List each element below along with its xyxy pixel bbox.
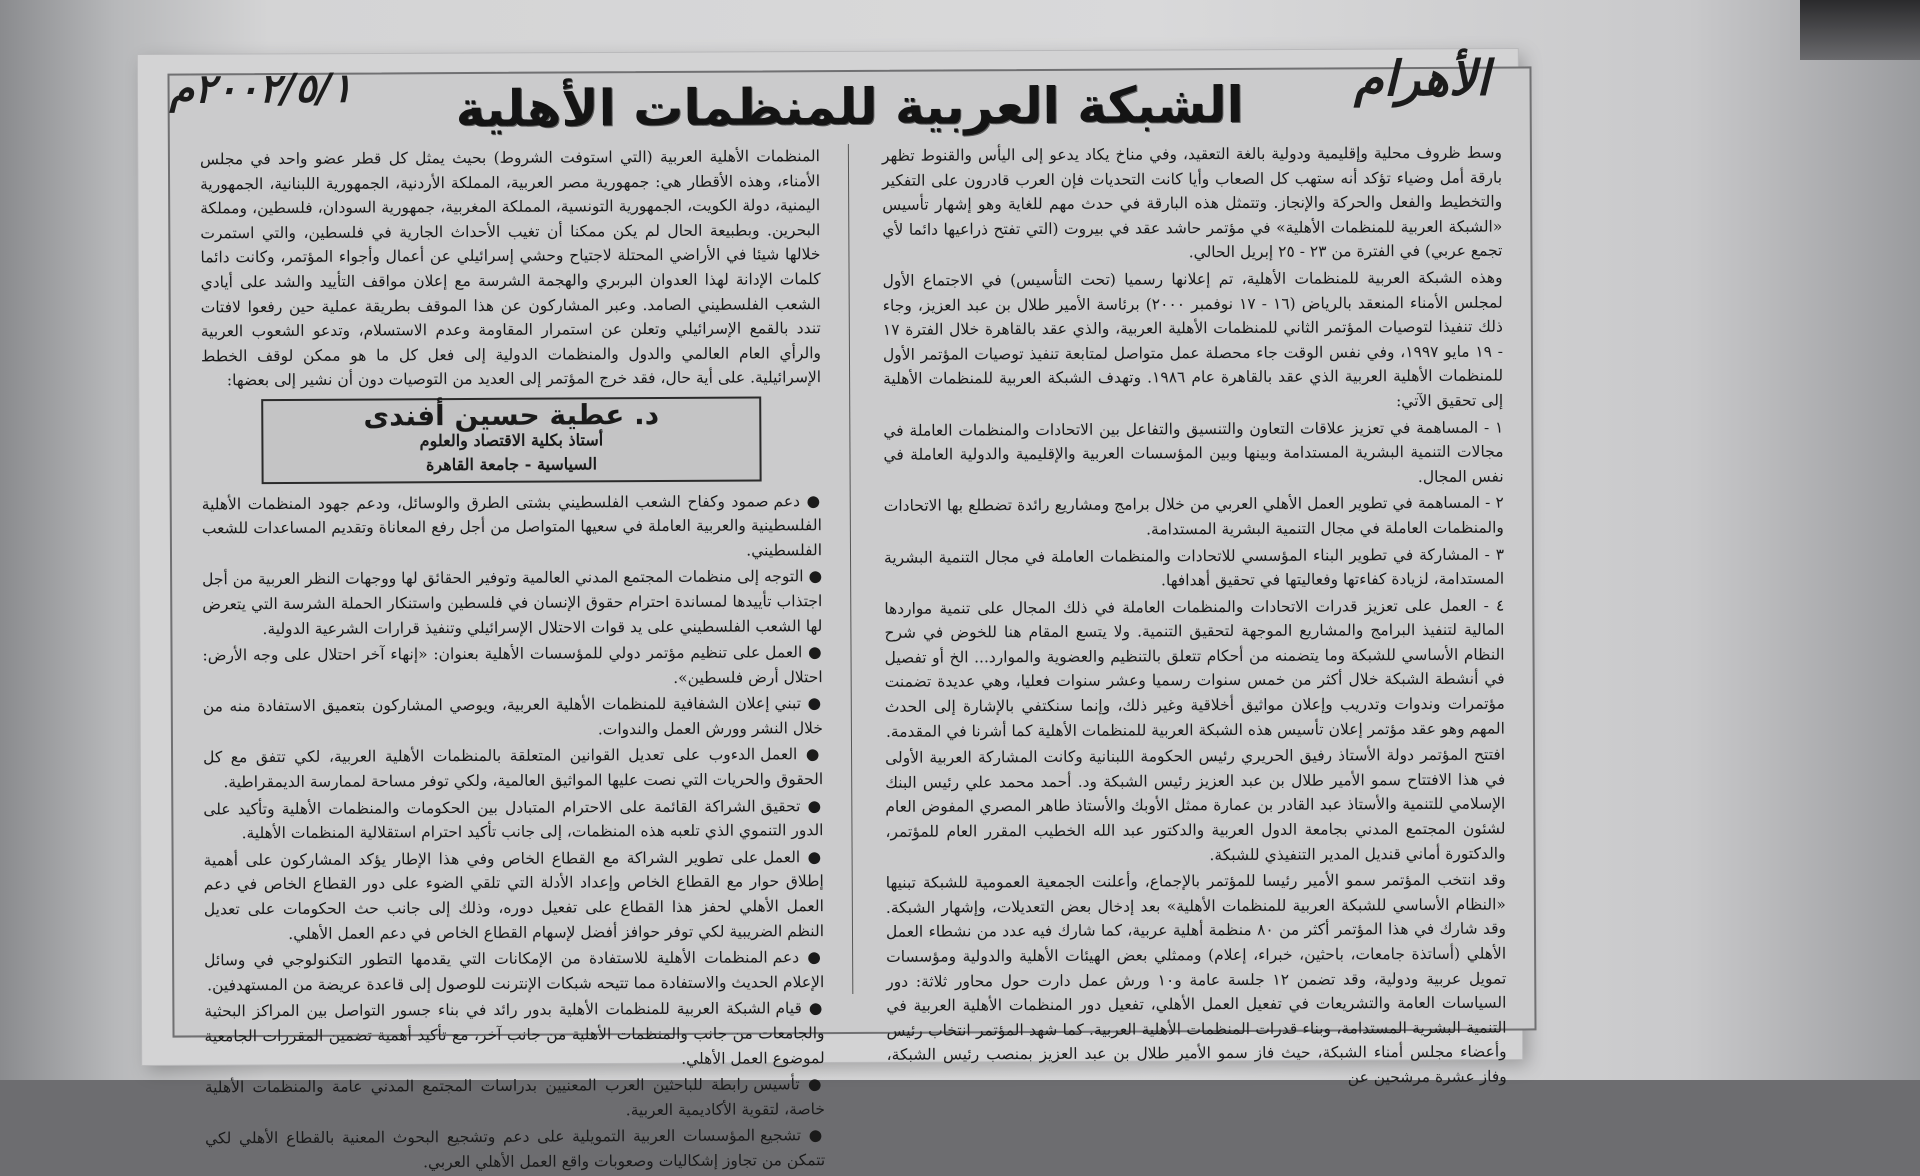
article-paragraph: افتتح المؤتمر دولة الأستاذ رفيق الحريري رئيس الحكومة اللبنانية وكانت المشاركة العربية الأولى في هذا الافتتاح سمو الأمير طلال بن عبد العزيز رئيس الشبكة ود. أحمد محمد علي رئيس البنك الإسلامي للتنمية والأستاذ عبد القادر بن عمارة ممثل الأوبك والأستاذ طاهر المصري المفوض العام لشئون المجتمع المدني بجامعة الدول العربية والدكتور عبد الله الخطيب المقرر العام للمؤتمر، والدكتورة أماني قنديل المدير التنفيذي للشبكة. [885,745,1506,864]
article-paragraph: المنظمات الأهلية العربية (التي استوفت الشروط) بحيث يمثل كل قطر عضو واحد في مجلس الأمناء، وهذه الأقطار هي: جمهورية مصر العربية، المملكة الأردنية، الجمهورية اللبنانية، الجمهورية اليمنية، دولة الكويت، الجمهورية التونسية، المملكة المغربية، جمهورية السودان، فلسطين، ومملكة البحرين. وبطبيعة الحال لم يكن ممكنا أن تغيب الأحداث الجارية في فلسطين، والتي استمرت خلالها شيئا في الأراضي المحتلة لاجتياح وحشي إسرائيلي عن أعمال وأجواء المؤتمر، وكانت دائما كلمات الإدانة لهذا العدوان البربري والهجمة الشرسة مع إعلان مواقف التأييد والشد على أيادي الشعب الفلسطيني الصامد. وعبر المشاركون عن هذا الموقف بطريقة عملية حين رفعوا لافتات تندد بالقمع الإسرائيلي وتعلن عن استمرار المقاومة وعدم الاستسلام، وتدعو الشعوب العربية والرأي العام العالمي والدول والمنظمات الدولية إلى فعل كل ما هو ممكن لوقف الخطط الإسرائيلية. على أية حال، فقد خرج المؤتمر إلى العديد من التوصيات دون أن نشير إلى بعضها: [199,147,822,390]
recommendation-item: ● التوجه إلى منظمات المجتمع المدني العالمية وتوفير الحقائق لها ووجهات النظر العربية من أجل اجتذاب تأييدها لمساندة احترام حقوق الإنسان في فلسطين واستنكار الحملة الشرسة التي يتعرض لها الشعب الفلسطيني على يد قوات الاحتلال الإسرائيلي وتنفيذ قرارات الشرعية الدولية. [202,564,822,641]
recommendation-item: ● العمل على تطوير الشراكة مع القطاع الخاص وفي هذا الإطار يؤكد المشاركون على أهمية إطلاق حوار مع القطاع الخاص وإعداد الأدلة التي تلقي الضوء على دور القطاع الخاص في دعم العمل الأهلي لحفز هذا القطاع على تفعيل دوره، وذلك إلى جانب حث الحكومات على تعديل النظم الضريبية لكي توفر حوافز أفضل لإسهام القطاع الخاص في دعم العمل الأهلي. [204,845,825,947]
article-column-left [199,144,826,1172]
article-paragraph: ٣ - المشاركة في تطوير البناء المؤسسي للاتحادات والمنظمات العاملة في مجال التنمية البشرية المستدامة، لزيادة كفاءتها وفعاليتها في تحقيق أهدافها. [883,545,1505,590]
article-paragraph: وهذه الشبكة العربية للمنظمات الأهلية، تم إعلانها رسميا (تحت التأسيس) في الاجتماع الأول لمجلس الأمناء المنعقد بالرياض (١٦ - ١٧ نوفمبر ٢٠٠٠) برئاسة الأمير طلال بن عبد العزيز، وجاء ذلك تنفيذا لتوصيات المؤتمر الثاني للمنظمات الأهلية العربية، والذي عقد بالقاهرة خلال الفترة ١٧ - ١٩ مايو ١٩٩٧، وفي نفس الوقت جاء محصلة عمل متواصل لمتابعة تنفيذ توصيات المؤتمر الأول للمنظمات الأهلية العربية الذي عقد بالقاهرة عام ١٩٨٦. وتهدف الشبكة العربية للمنظمات الأهلية إلى تحقيق الآتي: [882,268,1504,411]
recommendation-item: ● تأسيس رابطة للباحثين العرب المعنيين بدراسات المجتمع المدني عامة والمنظمات الأهلية خاصة، لتقوية الأكاديمية العربية. [205,1072,825,1124]
recommendation-item: ● العمل على تنظيم مؤتمر دولي للمؤسسات الأهلية بعنوان: «إنهاء آخر احتلال على وجه الأرض: احتلال أرض فلسطين». [202,640,822,692]
newspaper-clipping [167,50,1536,1172]
author-title-line1: أستاذ بكلية الاقتصاد والعلوم [419,429,604,450]
left-column-intro [200,144,821,393]
article-paragraph: ٢ - المساهمة في تطوير العمل الأهلي العربي من خلال برامج ومشاريع رائدة تضطلع بها الاتحادات والمنظمات العاملة في مجال التنمية البشرية المستدامة. [883,493,1504,539]
author-name: د. عطية حسين أفندى [363,397,660,433]
recommendation-item: ● تشجيع المؤسسات العربية التمويلية على دعم وتشجيع البحوث المعنية بالقطاع الأهلي لكي تتمكن من تجاوز إشكاليات وصعوبات واقع العمل الأهلي العربي. [205,1124,825,1176]
recommendation-item: ● دعم المنظمات الأهلية للاستفادة من الإمكانات التي يقدمها التطور التكنولوجي في وسائل الإعلام الحديث والاستفادة مما تتيحه شبكات الإنترنت للوصول إلى قاعدة عريضة من المستهدفين. [204,945,824,997]
article-paragraph: ٤ - العمل على تعزيز قدرات الاتحادات والمنظمات العاملة في ذلك المجال على تنمية مواردها المالية لتنفيذ البرامج والمشاريع الموجهة لتحقيق التنمية. ولا يتسع المقام هنا للخوض في شرح النظام الأساسي للشبكة وما يتضمنه من أحكام تتعلق بالتنظيم والعضوية والموارد... الخ أو تفصيل في أنشطة الشبكة خلال أكثر من خمس سنوات رسميا وعشر سنوات فعليا، وهي عديدة تضمنت مؤتمرات وندوات وتدريب وإعلان مواثيق أخلاقية وغير ذلك، وإنما سنكتفي بالإشارة إلى الحدث المهم وهو عقد مؤتمر إعلان تأسيس هذه الشبكة العربية للمنظمات الأهلية كما أشرنا في المقدمة. [884,596,1505,741]
article-headline: الشبكة العربية للمنظمات الأهلية [455,75,1244,139]
article-paragraph: وقد انتخب المؤتمر سمو الأمير رئيسا للمؤتمر بالإجماع، وأعلنت الجمعية العمومية للشبكة تبنيها «النظام الأساسي للشبكة العربية للمنظمات الأهلية» بعد إدخال بعض التعديلات، وإشهار الشبكة. وقد شارك في هذا المؤتمر أكثر من ٨٠ منظمة أهلية عربية، كما شارك فيه عدد من نشطاء العمل الأهلي (أساتذة جامعات، باحثين، خبراء، إعلام) وممثلي بعض الهيئات الأهلية والدولية ومؤسسات تمويل عربية ودولية، وقد تضمن ١٢ جلسة عامة و١٠ ورش عمل دارت حول محاور ثلاثة: دور السياسات العامة والتشريعات في تفعيل العمل الأهلي، تفعيل دور المنظمات الأهلية العربية في التنمية البشرية المستدامة، وبناء قدرات المنظمات الأهلية العربية. كما شهد المؤتمر انتخاب رئيس وأعضاء مجلس أمناء الشبكة، حيث فاز سمو الأمير طلال بن عبد العزيز بمنصب رئيس الشبكة، وفاز عشرة مرشحين عن [885,870,1507,1087]
author-byline [261,396,761,483]
handwritten-date: ٢٠٠٢/٥/١م [169,64,353,113]
column-divider [848,144,853,994]
article-paragraph: ١ - المساهمة في تعزيز علاقات التعاون والتنسيق والتفاعل بين الاتحادات والمنظمات العاملة في مجالات التنمية البشرية المستدامة وبينها وبين المؤسسات العربية والإقليمية والدولية العاملة في نفس المجال. [883,418,1504,486]
scanner-shadow [1800,0,1920,60]
recommendation-item: ● تبني إعلان الشفافية للمنظمات الأهلية العربية، ويوصي المشاركون بتعميق الاستفادة منه من خلال النشر وورش العمل والندوات. [203,691,823,743]
recommendations-list [202,489,826,1176]
recommendation-item: ● العمل الدءوب على تعديل القوانين المتعلقة بالمنظمات الأهلية العربية، لكي تتفق مع كل الحقوق والحريات التي نصت عليها المواثيق العالمية، ولكي توفر مساحة لممارسة الديمقراطية. [203,743,823,795]
article-paragraph: وسط ظروف محلية وإقليمية ودولية بالغة التعقيد، وفي مناخ يكاد يدعو إلى اليأس والقنوط تظهر بارقة أمل وضياء تؤكد أنه ستهب كل الصعاب وأيا كانت التحديات فإن العرب قادرون على التفكير والتخطيط والفعل والحركة والإنجاز. وتتمثل هذه البارقة في حدث مهم للغاية وهو إشهار تأسيس «الشبكة العربية للمنظمات الأهلية» في مؤتمر حاشد عقد في بيروت (التي تفتح ذراعيها دائما لأي تجمع عربي) في الفترة من ٢٣ - ٢٥ إبريل الحالي. [881,143,1503,262]
article-column-right [881,141,1507,1087]
handwritten-source: الأهرام [1353,50,1490,108]
recommendation-item: ● تحقيق الشراكة القائمة على الاحترام المتبادل بين الحكومات والمنظمات الأهلية وتأكيد على الدور التنموي الذي تلعبه هذه المنظمات، إلى جانب تأكيد احترام استقلالية المنظمات الأهلية. [203,794,823,846]
recommendation-item: ● دعم صمود وكفاح الشعب الفلسطيني بشتى الطرق والوسائل، ودعم جهود المنظمات الأهلية الفلسطينية والعربية العاملة في سعيها المتواصل من أجل رفع المعاناة وتقديم المساعدات للشعب الفلسطيني. [202,489,822,566]
recommendation-item: ● قيام الشبكة العربية للمنظمات الأهلية بدور رائد في بناء جسور التواصل بين المراكز البحثية والجامعات من جانب والمنظمات الأهلية من جانب آخر، مع تأكيد أهمية تضمين المقررات الجامعية لموضوع العمل الأهلي. [204,997,824,1074]
author-title-line2: السياسية - جامعة القاهرة [425,453,598,474]
